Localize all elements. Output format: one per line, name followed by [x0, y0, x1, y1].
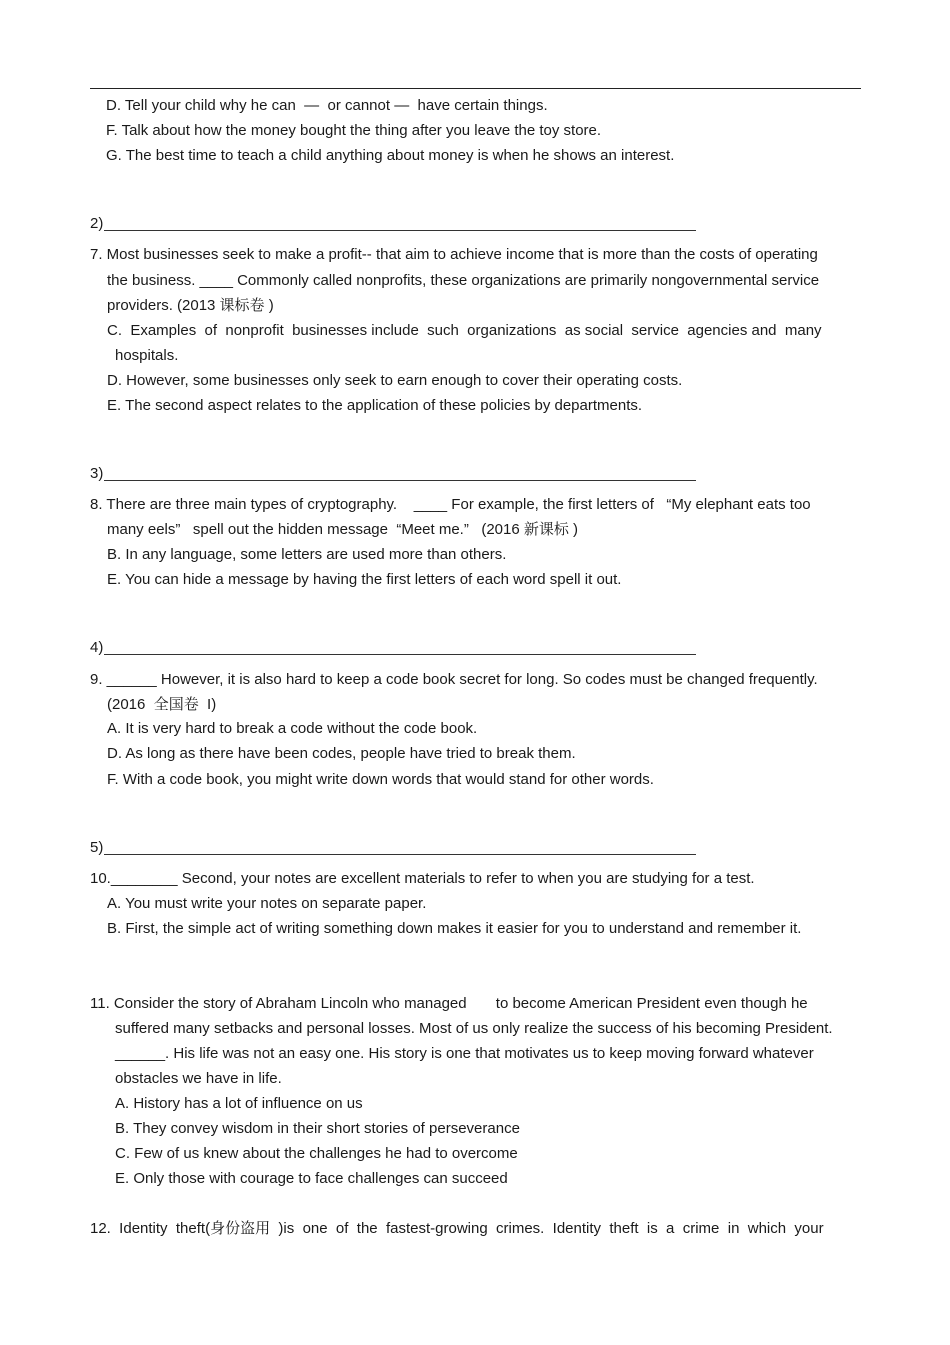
option-text: B. First, the simple act of writing something down makes it easier for you to understand and remember it.	[107, 920, 802, 937]
option-text: E. You can hide a message by having the first letters of each word spell it out.	[107, 571, 622, 588]
option-text: D. However, some businesses only seek to earn enough to cover their operating costs.	[107, 372, 683, 389]
question-text: ______. His life was not an easy one. His story is one that motivates us to keep moving forward whatever	[115, 1045, 814, 1062]
option-text: D. Tell your child why he can — or cannot — have certain things.	[106, 97, 548, 114]
option-text: G. The best time to teach a child anything about money is when he shows an interest.	[106, 147, 675, 164]
question-text: 11. Consider the story of Abraham Lincoln who managed to become American President even though he	[90, 995, 808, 1012]
answer-blank-line[interactable]	[104, 844, 696, 855]
answer-blank-line[interactable]	[104, 220, 696, 231]
option-text: F. With a code book, you might write down words that would stand for other words.	[107, 771, 654, 788]
question-text: obstacles we have in life.	[115, 1070, 282, 1087]
answer-blank-label: 3)	[90, 465, 104, 482]
option-text: E. The second aspect relates to the application of these policies by departments.	[107, 397, 643, 414]
question-text: (2016 全国卷 I)	[107, 696, 217, 713]
header-rule	[90, 88, 861, 89]
answer-blank-line[interactable]	[104, 470, 696, 481]
question-text: suffered many setbacks and personal losses. Most of us only realize the success of his becoming President.	[115, 1020, 833, 1037]
option-text: A. It is very hard to break a code without the code book.	[107, 720, 478, 737]
question-text: 9. ______ However, it is also hard to keep a code book secret for long. So codes must be changed frequently.	[90, 671, 818, 688]
option-text: E. Only those with courage to face challenges can succeed	[115, 1170, 508, 1187]
question-text: 12. Identity theft(身份盗用 )is one of the fastest-growing crimes. Identity theft is a crime in which your	[90, 1220, 824, 1237]
option-text: F. Talk about how the money bought the thing after you leave the toy store.	[106, 122, 602, 139]
option-text: B. They convey wisdom in their short stories of perseverance	[115, 1120, 520, 1137]
question-text: 10.________ Second, your notes are excellent materials to refer to when you are studying for a test.	[90, 870, 755, 887]
option-text: A. History has a lot of influence on us	[115, 1095, 363, 1112]
question-text: 7. Most businesses seek to make a profit-- that aim to achieve income that is more than the costs of operating	[90, 246, 818, 263]
question-text: providers. (2013 课标卷 )	[107, 297, 274, 314]
answer-blank-label: 2)	[90, 215, 104, 232]
question-text: many eels” spell out the hidden message “Meet me.” (2016 新课标 )	[107, 521, 579, 538]
question-text: the business. ____ Commonly called nonprofits, these organizations are primarily nongovernmental service	[107, 272, 820, 289]
question-text: 8. There are three main types of cryptography. ____ For example, the first letters of “My elephant eats too	[90, 496, 811, 513]
option-text: hospitals.	[115, 347, 179, 364]
option-text: D. As long as there have been codes, people have tried to break them.	[107, 745, 576, 762]
option-text: A. You must write your notes on separate paper.	[107, 895, 427, 912]
option-text: C. Examples of nonprofit businesses include such organizations as social service agencies and many	[107, 322, 822, 339]
option-text: C. Few of us knew about the challenges he had to overcome	[115, 1145, 518, 1162]
option-text: B. In any language, some letters are used more than others.	[107, 546, 507, 563]
answer-blank-line[interactable]	[104, 644, 696, 655]
answer-blank-label: 5)	[90, 839, 104, 856]
answer-blank-label: 4)	[90, 639, 104, 656]
